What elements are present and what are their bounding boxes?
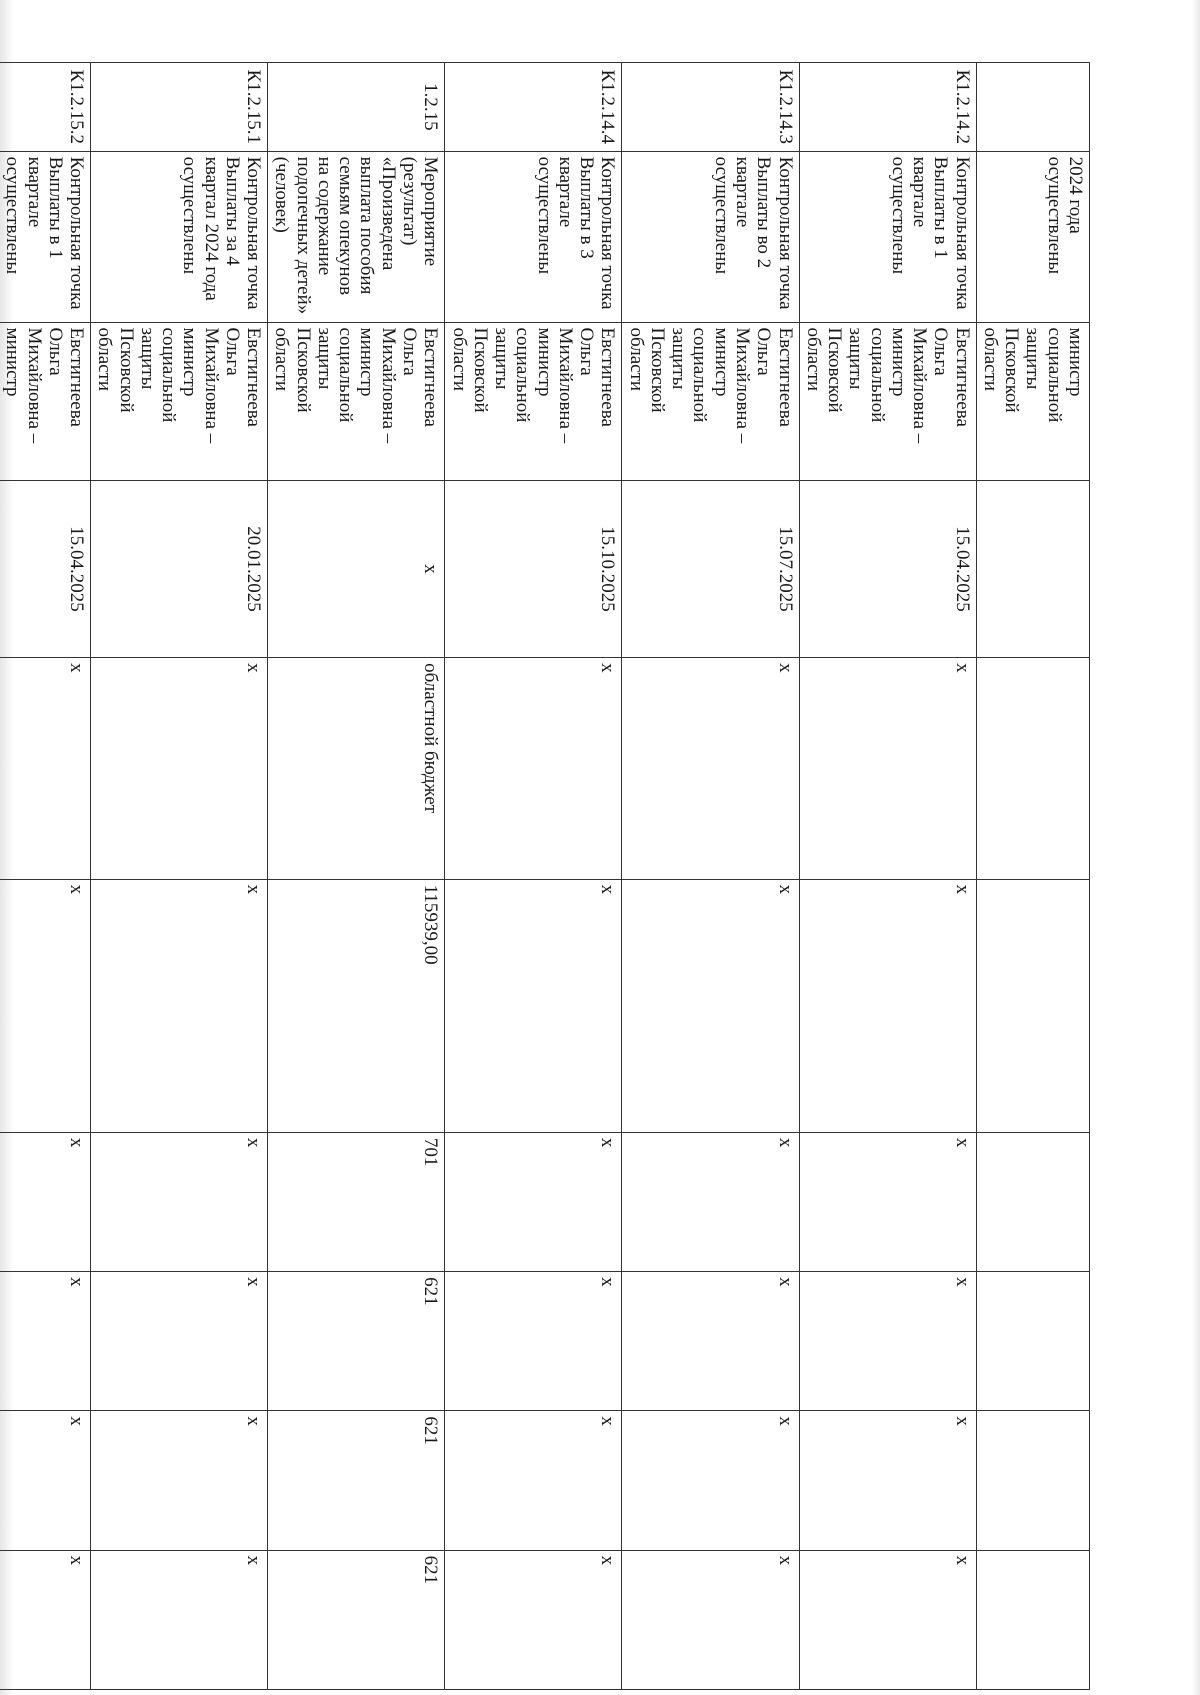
table-cell-date: 15.07.2025 bbox=[622, 480, 799, 657]
table-row bbox=[622, 63, 799, 1690]
table-cell-y2026: 621 bbox=[268, 1272, 445, 1411]
table-cell-y2026: х bbox=[622, 1272, 799, 1411]
table-cell-total: х bbox=[445, 879, 622, 1132]
table-cell-total bbox=[976, 879, 1089, 1132]
table-cell-date: 20.01.2025 bbox=[91, 480, 268, 657]
table-row bbox=[0, 63, 91, 1690]
table-row bbox=[91, 63, 268, 1690]
table-cell-resp: Евстигнеева Ольга Михайловна – министр социальной защиты Псковской области bbox=[268, 322, 445, 480]
table-row bbox=[445, 63, 622, 1690]
table-cell-resp: Евстигнеева Ольга Михайловна – министр социальной защиты Псковской области bbox=[445, 322, 622, 480]
table-cell-source: х bbox=[91, 658, 268, 880]
table-cell-total: 115939,00 bbox=[268, 879, 445, 1132]
table-cell-source: областной бюджет bbox=[268, 658, 445, 880]
table-row bbox=[268, 63, 445, 1690]
table-cell-num: К1.2.15.1 bbox=[91, 63, 268, 152]
table-cell-source: х bbox=[445, 658, 622, 880]
table-cell-y2028: х bbox=[445, 1550, 622, 1689]
table-row bbox=[976, 63, 1089, 1690]
table-cell-total: х bbox=[622, 879, 799, 1132]
table-cell-resp: Евстигнеева Ольга Михайловна – министр социальной защиты Псковской области bbox=[91, 322, 268, 480]
table-cell-y2026: х bbox=[799, 1272, 976, 1411]
table-cell-y2027: х bbox=[622, 1411, 799, 1550]
table-row bbox=[799, 63, 976, 1690]
table-cell-source: х bbox=[622, 658, 799, 880]
table-cell-source bbox=[976, 658, 1089, 880]
table-cell-y2025: х bbox=[0, 1132, 91, 1271]
table-cell-source: х bbox=[799, 658, 976, 880]
table-cell-y2028 bbox=[976, 1550, 1089, 1689]
measures-table bbox=[0, 62, 1090, 1690]
table-cell-resp: Евстигнеева Ольга Михайловна – министр социальной защиты Псковской области bbox=[799, 322, 976, 480]
table-cell-y2026 bbox=[976, 1272, 1089, 1411]
table-cell-num: 1.2.15 bbox=[268, 63, 445, 152]
table-cell-resp: министр социальной защиты Псковской области bbox=[976, 322, 1089, 480]
table-cell-name: 2024 года осуществлены bbox=[976, 151, 1089, 322]
table-cell-name: Контрольная точка Выплаты за 4 квартал 2024 года осуществлены bbox=[91, 151, 268, 322]
table-cell-y2028: х bbox=[91, 1550, 268, 1689]
table-cell-y2028: 621 bbox=[268, 1550, 445, 1689]
table-cell-date: 15.04.2025 bbox=[799, 480, 976, 657]
table-cell-resp: Евстигнеева Ольга Михайловна – министр bbox=[0, 322, 91, 480]
table-cell-name: Мероприятие (результат) «Произведена выплата пособия семьям опекунов на содержание подопечных детей» (человек) bbox=[268, 151, 445, 322]
table-cell-y2028: х bbox=[799, 1550, 976, 1689]
table-cell-y2025: х bbox=[799, 1132, 976, 1271]
table-cell-num: К1.2.14.2 bbox=[799, 63, 976, 152]
table-cell-total: х bbox=[0, 879, 91, 1132]
rotated-page bbox=[2, 62, 1090, 1690]
scan-edge-right bbox=[1192, 0, 1200, 1695]
table-cell-y2025: 701 bbox=[268, 1132, 445, 1271]
table-cell-y2028: х bbox=[622, 1550, 799, 1689]
table-cell-y2026: х bbox=[445, 1272, 622, 1411]
table-cell-resp: Евстигнеева Ольга Михайловна – министр социальной защиты Псковской области bbox=[622, 322, 799, 480]
table-cell-total: х bbox=[799, 879, 976, 1132]
table-cell-y2027: х bbox=[0, 1411, 91, 1550]
table-cell-total: х bbox=[91, 879, 268, 1132]
table-cell-date: 15.04.2025 bbox=[0, 480, 91, 657]
table-cell-y2026: х bbox=[0, 1272, 91, 1411]
table-cell-num: К1.2.14.3 bbox=[622, 63, 799, 152]
table-cell-date bbox=[976, 480, 1089, 657]
table-cell-y2026: х bbox=[91, 1272, 268, 1411]
table-cell-y2025 bbox=[976, 1132, 1089, 1271]
table-cell-y2027: 621 bbox=[268, 1411, 445, 1550]
table-cell-name: Контрольная точка Выплаты в 3 квартале осуществлены bbox=[445, 151, 622, 322]
table-cell-y2025: х bbox=[445, 1132, 622, 1271]
table-cell-source: х bbox=[0, 658, 91, 880]
table-cell-num: К1.2.15.2 bbox=[0, 63, 91, 152]
table-cell-name: Контрольная точка Выплаты в 1 квартале осуществлены bbox=[799, 151, 976, 322]
table-cell-date: 15.10.2025 bbox=[445, 480, 622, 657]
table-cell-y2027: х bbox=[91, 1411, 268, 1550]
table-cell-num bbox=[976, 63, 1089, 152]
table-cell-y2027 bbox=[976, 1411, 1089, 1550]
table-cell-name: Контрольная точка Выплаты во 2 квартале осуществлены bbox=[622, 151, 799, 322]
table-cell-y2027: х bbox=[799, 1411, 976, 1550]
table-cell-y2025: х bbox=[622, 1132, 799, 1271]
table-cell-y2027: х bbox=[445, 1411, 622, 1550]
table-cell-num: К1.2.14.4 bbox=[445, 63, 622, 152]
table-cell-date: х bbox=[268, 480, 445, 657]
table-cell-y2025: х bbox=[91, 1132, 268, 1271]
table-cell-y2028: х bbox=[0, 1550, 91, 1689]
table-cell-name: Контрольная точка Выплаты в 1 квартале осуществлены bbox=[0, 151, 91, 322]
